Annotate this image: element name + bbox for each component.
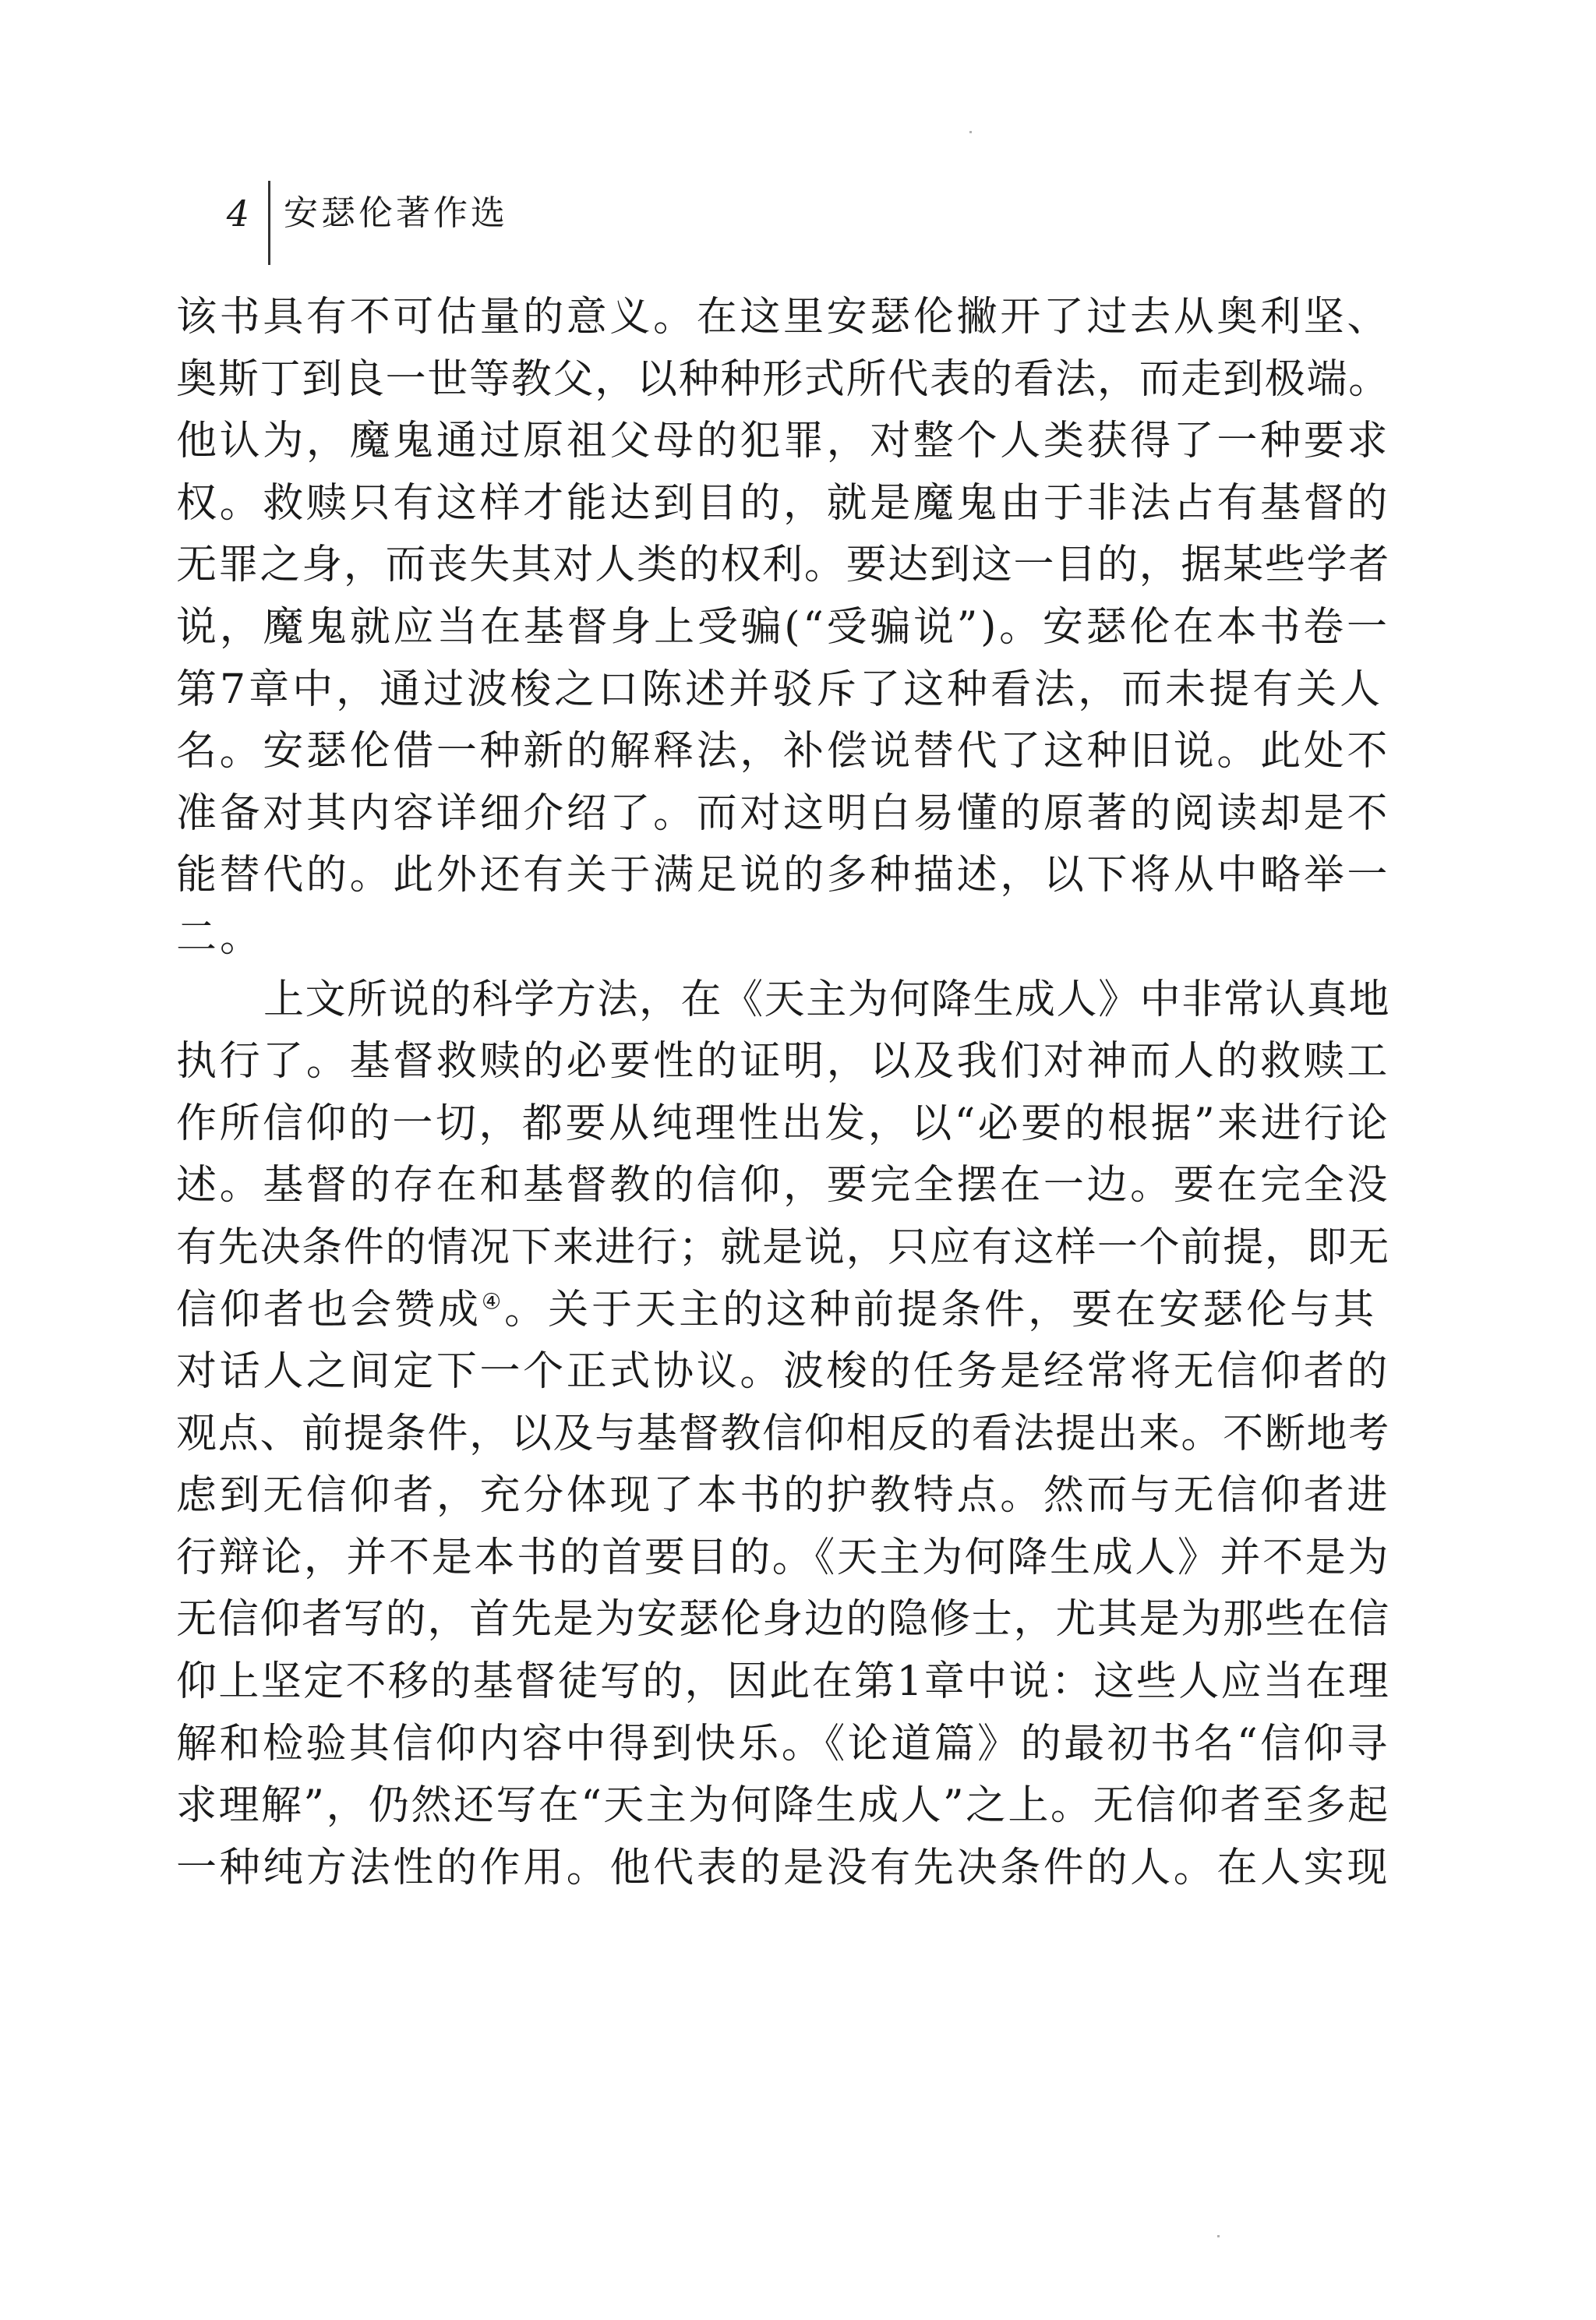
text-line: 第7章中，通过波梭之口陈述并驳斥了这种看法，而未提有关人 [176, 666, 1384, 713]
text-line: 无信仰者写的，首先是为安瑟伦身边的隐修士，尤其是为那些在信 [176, 1596, 1391, 1644]
text-line: 解和检验其信仰内容中得到快乐。《论道篇》的最初书名“信仰寻 [176, 1720, 1390, 1767]
text-line: 观点、前提条件，以及与基督教信仰相反的看法提出来。不断地考 [176, 1410, 1391, 1457]
text-line: 名。安瑟伦借一种新的解释法，补偿说替代了这种旧说。此处不 [176, 728, 1391, 775]
text-line: 一种纯方法性的作用。他代表的是没有先决条件的人。在人实现 [176, 1844, 1391, 1891]
scan-speck [969, 131, 972, 133]
running-title: 安瑟伦著作选 [284, 193, 508, 233]
text-line: 准备对其内容详细介绍了。而对这明白易懂的原著的阅读却是不 [176, 789, 1391, 837]
text-line: 虑到无信仰者，充分体现了本书的护教特点。然而与无信仰者进 [176, 1472, 1391, 1520]
scan-speck [1217, 2235, 1220, 2237]
text-line: 该书具有不可估量的意义。在这里安瑟伦撇开了过去从奥利坚、 [176, 294, 1391, 341]
text-line: 述。基督的存在和基督教的信仰，要完全摆在一边。要在完全没 [176, 1162, 1391, 1209]
text-line: 能替代的。此外还有关于满足说的多种描述，以下将从中略举一 [176, 852, 1391, 899]
text-line-with-footnote [176, 1280, 1390, 1342]
text-line: 奥斯丁到良一世等教父，以种种形式所代表的看法，而走到极端。 [176, 355, 1391, 403]
text-line: 有先决条件的情况下来进行；就是说，只应有这样一个前提，即无 [176, 1224, 1391, 1271]
page-header [203, 181, 1372, 267]
text-segment: 信仰者也会赞成 [176, 1286, 482, 1333]
text-line: 权。救赎只有这样才能达到目的，就是魔鬼由于非法占有基督的 [176, 479, 1391, 527]
text-segment: 。关于天主的这种前提条件，要在安瑟伦与其 [504, 1286, 1378, 1333]
page-number: 4 [226, 192, 249, 235]
text-line: 对话人之间定下一个正式协议。波梭的任务是经常将无信仰者的 [176, 1348, 1391, 1396]
text-line: 求理解”，仍然还写在“天主为何降生成人”之上。无信仰者至多起 [176, 1782, 1390, 1830]
text-line: 无罪之身，而丧失其对人类的权利。要达到这一目的，据某些学者 [176, 542, 1391, 589]
text-line: 仰上坚定不移的基督徒写的，因此在第1章中说：这些人应当在理 [176, 1658, 1391, 1706]
text-line: 执行了。基督救赎的必要性的证明，以及我们对神而人的救赎工 [176, 1038, 1391, 1086]
footnote-marker[interactable]: ④ [482, 1288, 505, 1315]
text-line: 作所信仰的一切，都要从纯理性出发，以“必要的根据”来进行论 [176, 1100, 1391, 1147]
text-line: 二。 [176, 913, 264, 961]
text-line: 行辩论，并不是本书的首要目的。《天主为何降生成人》并不是为 [176, 1534, 1391, 1581]
header-divider [268, 181, 270, 265]
paragraph-start-line: 上文所说的科学方法，在《天主为何降生成人》中非常认真地 [263, 976, 1391, 1023]
text-line: 他认为，魔鬼通过原祖父母的犯罪，对整个人类获得了一种要求 [176, 418, 1391, 465]
text-line: 说，魔鬼就应当在基督身上受骗(“受骗说”)。安瑟伦在本书卷一 [176, 603, 1390, 651]
body-text [176, 287, 1390, 1899]
